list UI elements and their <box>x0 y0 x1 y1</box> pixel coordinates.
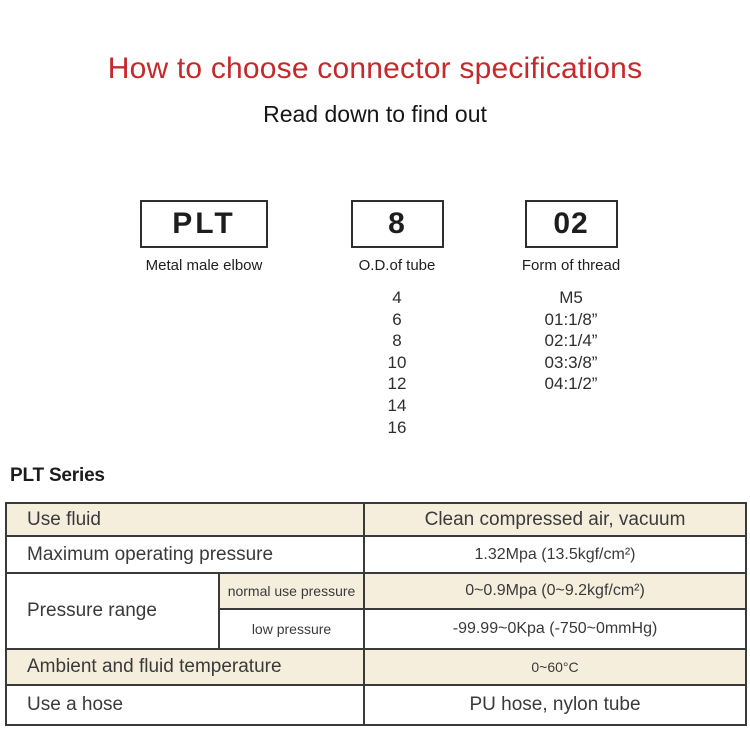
use-hose-value: PU hose, nylon tube <box>364 685 746 725</box>
table-row <box>6 536 746 573</box>
diagram-column-thread <box>491 200 651 395</box>
use-fluid-label: Use fluid <box>6 503 364 536</box>
series-heading: PLT Series <box>10 465 105 486</box>
low-pressure-value: -99.99~0Kpa (-750~0mmHg) <box>364 609 746 649</box>
table-row <box>6 685 746 725</box>
tube-od-caption: O.D.of tube <box>358 257 436 274</box>
page-subtitle: Read down to find out <box>263 101 487 127</box>
model-code-box: PLT <box>140 200 268 248</box>
option-item: 8 <box>392 331 402 351</box>
option-item: 6 <box>392 309 402 329</box>
model-caption: Metal male elbow <box>145 257 263 274</box>
table-row <box>6 649 746 685</box>
pressure-range-label: Pressure range <box>6 573 219 649</box>
tube-od-code-box: 8 <box>351 200 444 248</box>
max-pressure-value: 1.32Mpa (13.5kgf/cm²) <box>364 536 746 573</box>
thread-options <box>491 287 651 395</box>
table-row <box>6 503 746 536</box>
use-fluid-value: Clean compressed air, vacuum <box>364 503 746 536</box>
option-item: 01:1/8” <box>544 309 598 329</box>
option-item: 02:1/4” <box>544 331 598 351</box>
option-item: 4 <box>392 288 402 307</box>
option-item: M5 <box>559 288 583 307</box>
option-item: 16 <box>387 417 407 437</box>
normal-pressure-label: normal use pressure <box>219 573 364 609</box>
table-row <box>6 573 746 609</box>
diagram-column-model <box>114 200 294 274</box>
thread-code-box: 02 <box>525 200 618 248</box>
page-title: How to choose connector specifications <box>107 52 643 85</box>
ambient-temp-label: Ambient and fluid temperature <box>6 649 364 685</box>
low-pressure-label: low pressure <box>219 609 364 649</box>
ambient-temp-value: 0~60°C <box>364 649 746 685</box>
spec-table <box>5 502 747 726</box>
normal-pressure-value: 0~0.9Mpa (0~9.2kgf/cm²) <box>364 573 746 609</box>
option-item: 12 <box>387 374 407 394</box>
diagram-column-tube-od <box>317 200 477 438</box>
max-pressure-label: Maximum operating pressure <box>6 536 364 573</box>
thread-caption: Form of thread <box>521 257 621 274</box>
option-item: 03:3/8” <box>544 352 598 372</box>
option-item: 10 <box>387 352 407 372</box>
tube-od-options <box>317 287 477 438</box>
option-item: 04:1/2” <box>544 374 598 394</box>
use-hose-label: Use a hose <box>6 685 364 725</box>
option-item: 14 <box>387 395 407 415</box>
